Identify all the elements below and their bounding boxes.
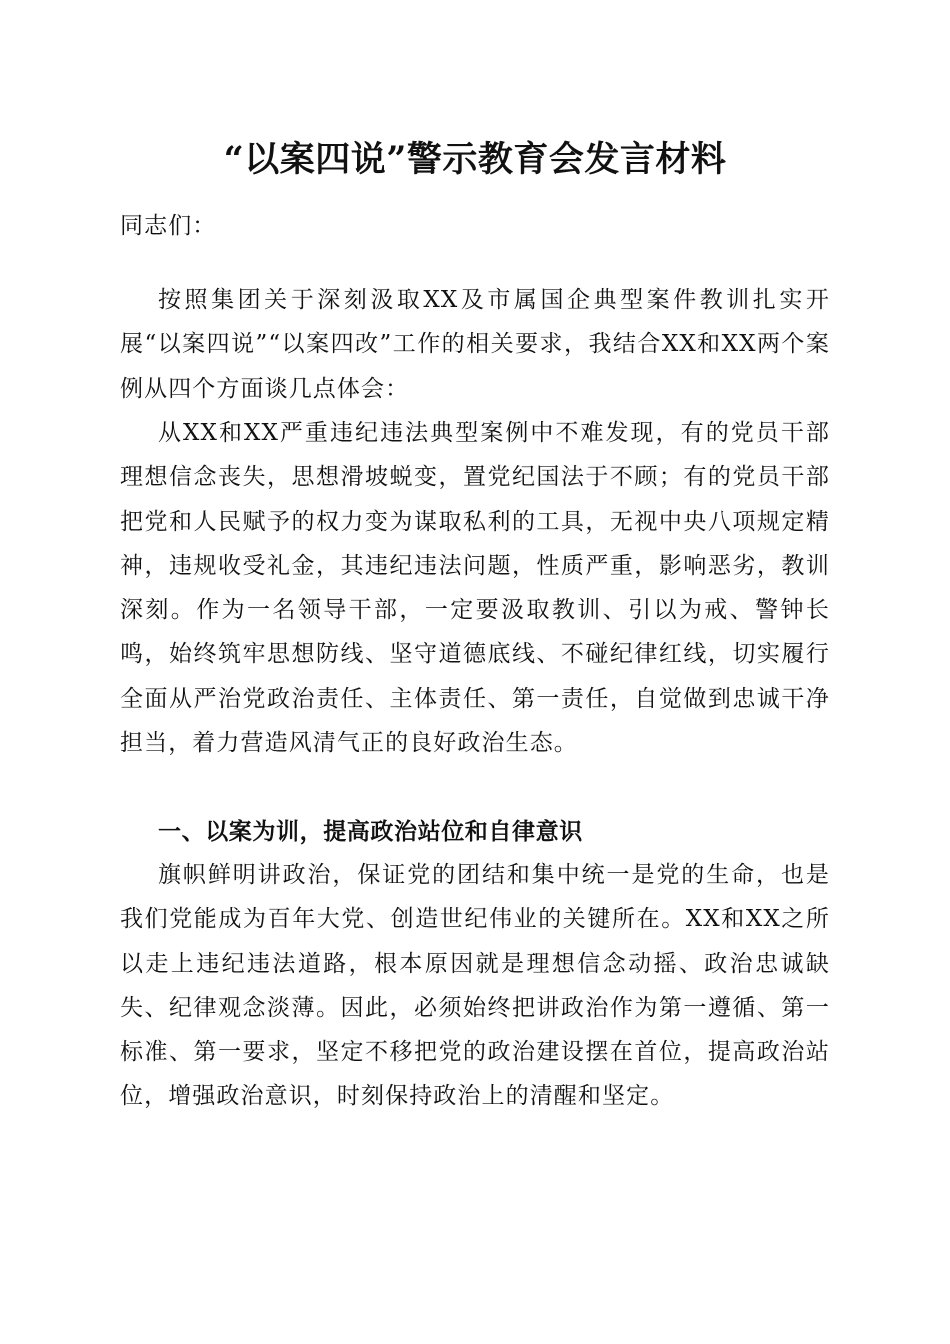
document-title: “以案四说”警示教育会发言材料 (223, 139, 727, 180)
paragraph-intro: 按照集团关于深刻汲取XX及市属国企典型案件教训扎实开展“以案四说”“以案四改”工作的相关要求，我结合XX和XX两个案例从四个方面谈几点体会： (120, 287, 830, 402)
section-paragraph: 旗帜鲜明讲政治，保证党的团结和集中统一是党的生命，也是我们党能成为百年大党、创造世纪伟业的关键所在。XX和XX之所以走上违纪违法道路，根本原因就是理想信念动摇、政治忠诚缺失、纪律观念淡薄。因此，必须始终把讲政治作为第一遵循、第一标准、第一要求，坚定不移把党的政治建设摆在首位，提高政治站位，增强政治意识，时刻保持政治上的清醒和坚定。 (120, 862, 830, 1110)
greeting: 同志们： (120, 213, 217, 239)
paragraph-lessons: 从XX和XX严重违纪违法典型案例中不难发现，有的党员干部理想信念丧失，思想滑坡蜕变，置党纪国法于不顾；有的党员干部把党和人民赋予的权力变为谋取私利的工具，无视中央八项规定精神，违规收受礼金，其违纪违法问题，性质严重，影响恶劣，教训深刻。作为一名领导干部，一定要汲取教训、引以为戒、警钟长鸣，始终筑牢思想防线、坚守道德底线、不碰纪律红线，切实履行全面从严治党政治责任、主体责任、第一责任，自觉做到忠诚干净担当，着力营造风清气正的良好政治生态。 (120, 420, 830, 757)
section-heading: 一、以案为训，提高政治站位和自律意识 (158, 819, 583, 845)
